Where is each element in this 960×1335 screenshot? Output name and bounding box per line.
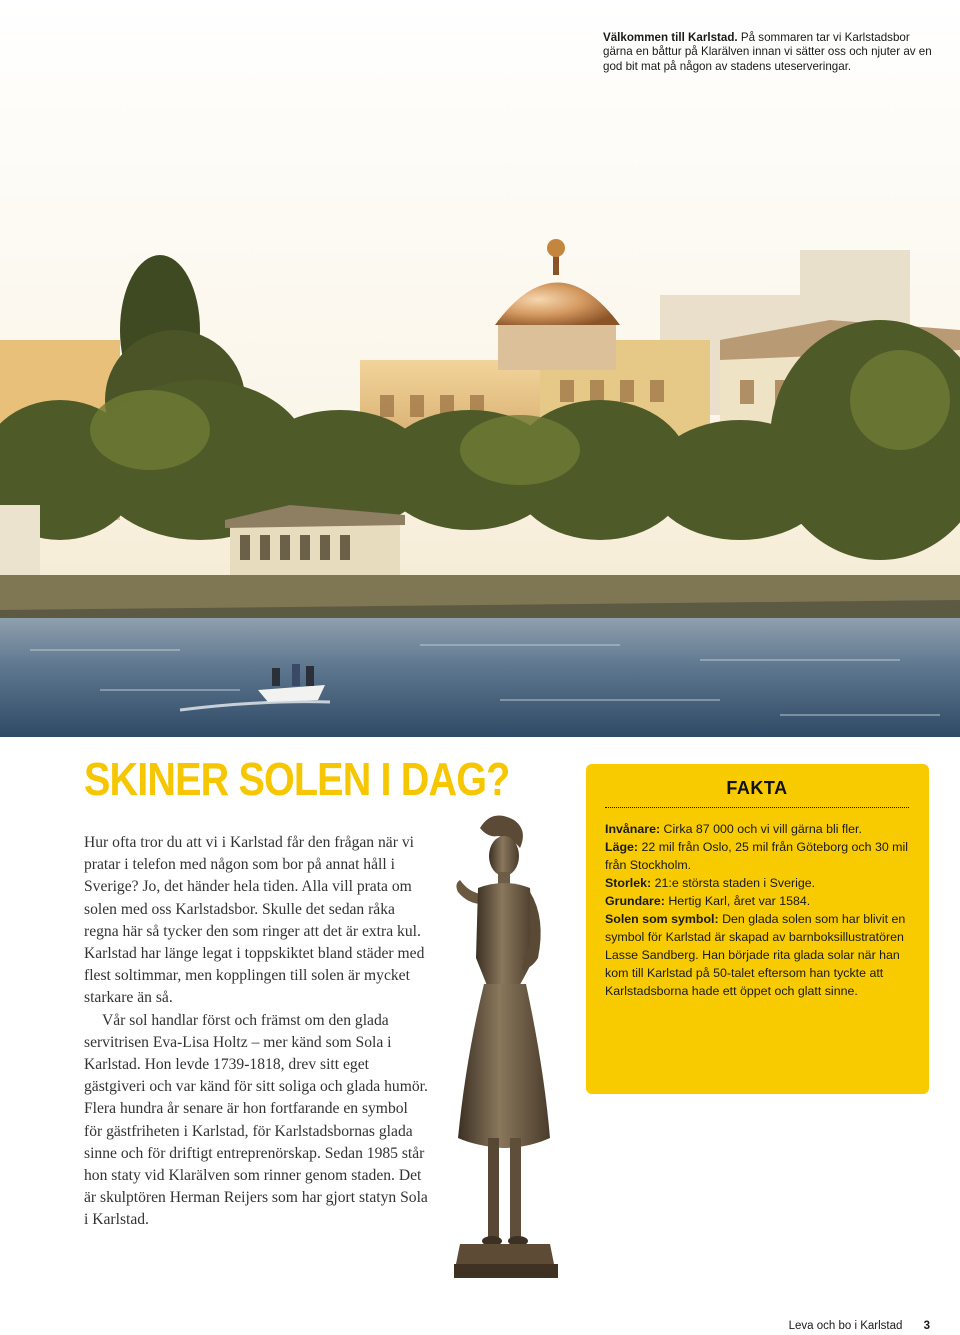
photo-caption (603, 31, 933, 74)
fakta-label: Läge: (605, 840, 639, 854)
fakta-item-location (605, 838, 909, 874)
page-footer (789, 1320, 930, 1332)
fakta-label: Storlek: (605, 876, 652, 890)
statue-image (432, 808, 572, 1286)
fakta-item-inhabitants (605, 820, 909, 838)
fakta-label: Solen som symbol: (605, 912, 719, 926)
fakta-item-founder (605, 892, 909, 910)
article-paragraph: Vår sol handlar först och främst om den glada servitrisen Eva-Lisa Holtz – mer känd som Sola i Karlstad. Hon levde 1739-1818, drev sitt eget gästgiveri och var känd för sitt soliga och glada humör. Flera hundra år senare är hon fortfarande en symbol för gästfriheten i Karlstad, för Karlstadsbornas glada sinne och för driftigt entreprenörskap. Sedan 1985 står hon staty vid Klarälven som rinner genom staden. Det är skulptören Herman Reijers som har gjort statyn Sola i Karlstad. (84, 1011, 428, 1229)
fakta-list (605, 820, 909, 1000)
fakta-title: FAKTA (605, 778, 909, 808)
fakta-label: Invånare: (605, 822, 661, 836)
statue-illustration (432, 808, 572, 1286)
fakta-box (586, 764, 929, 1094)
fakta-text: Cirka 87 000 och vi vill gärna bli fler. (663, 822, 862, 836)
article-body (84, 832, 429, 1232)
fakta-text: Hertig Karl, året var 1584. (668, 894, 811, 908)
fakta-item-size (605, 874, 909, 892)
page-number: 3 (923, 1320, 930, 1332)
publication-title: Leva och bo i Karlstad (788, 1320, 903, 1332)
caption-lead: Välkommen till Karlstad. (603, 31, 738, 44)
fakta-text: 22 mil från Oslo, 25 mil från Göteborg och 30 mil från Stockholm. (605, 840, 909, 872)
article-headline: SKINER SOLEN I DAG? (84, 753, 510, 805)
fakta-item-sun-symbol (605, 910, 909, 1000)
fakta-text: Den glada solen som har blivit en symbol för Karlstad är skapad av barnboksillustratören Lasse Sandberg. Han började rita glada solar när han kom till Karlstad på 50-talet eftersom han tyckte att Karlstadsborna hade ett öppet och glatt sinne. (605, 912, 906, 998)
article-paragraph: Hur ofta tror du att vi i Karlstad får den frågan när vi pratar i telefon med någon som bor på annat håll i Sverige? Jo, det händer hela tiden. Alla vill prata om solen med oss Karlstadsbor. Skulle det sedan råka regna här så tycker den som ringer att det är extra kul. Karlstad har länge legat i toppskiktet bland städer med flest soltimmar, men kopplingen till solen är mycket starkare än så. (84, 834, 425, 1007)
caption-text: På sommaren tar vi Karlstadsbor gärna en båttur på Klarälven innan vi sätter oss och njuter av en god bit mat på någon av stadens uteserveringar. (603, 31, 932, 73)
fakta-text: 21:e största staden i Sverige. (654, 876, 816, 890)
fakta-label: Grundare: (605, 894, 665, 908)
